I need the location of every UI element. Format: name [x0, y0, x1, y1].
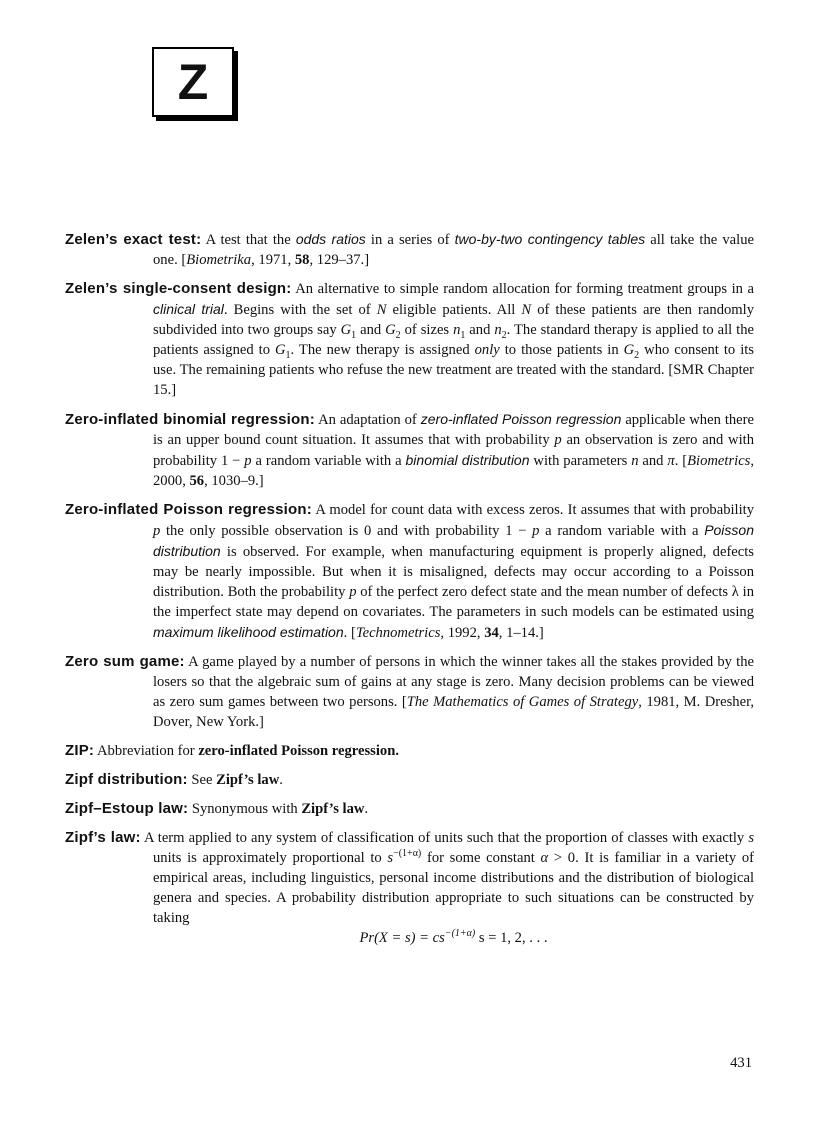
entry-term: Zipf distribution: [65, 771, 188, 788]
glossary-entries [65, 229, 754, 948]
entry-zipfs-law: Zipf’s law: A term applied to any system of classification of units such that the proportion of classes with exactly s units is approximately proportional to $s^{-(1+\alpha)}$ for some constant α > 0. It is familiar in a variety of empirical areas, including linguistics, personal income distributions and the distribution of biological genera and species. A probability distribution appropriate to such situations can be constructed by taking [65, 829, 754, 926]
entry-zero-sum-game: Zero sum game: A game played by a number of persons in which the winner takes all the stakes provided by the losers so that the algebraic sum of gains at any stage is zero. Many decision problems can be viewed as zero sum games between two persons. [The Mathematics of Games of Strategy, 1981, M. Dresher, Dover, New York.] [65, 653, 754, 730]
entry-zipf-estoup-law: Zipf–Estoup law: Synonymous with Zipf’s law. [65, 800, 369, 817]
entry-zelens-single-consent-design: Zelen’s single-consent design: An alternative to simple random allocation for forming treatment groups in a clinical trial. Begins with the set of N eligible patients. All N of these patients are then randomly subdivided into two groups say $G_1$ and $G_2$ of sizes $n_1$ and $n_2$. The standard therapy is applied to all the patients assigned to $G_1$. The new therapy is assigned only to those patients in $G_2$ who consent to its use. The remaining patients who refuse the new treatment are treated with the standard. [SMR Chapter 15.] [65, 280, 754, 398]
zipf-formula: $Pr(X = s) = cs^{-(1+\alpha)}$ s = 1, 2, . . . [359, 928, 548, 946]
entry-zelens-exact-test: Zelen’s exact test: A test that the odds ratios in a series of two-by-two contingency tables all take the value one. [Biometrika, 1971, 58, 129–37.] [65, 231, 754, 268]
entry-term: Zero-inflated binomial regression: [65, 411, 315, 428]
section-letter: Z [177, 54, 209, 110]
entry-zipf-distribution: Zipf distribution: See Zipf’s law. [65, 771, 283, 788]
entry-term: Zipf–Estoup law: [65, 800, 189, 817]
entry-term: Zero sum game: [65, 653, 185, 670]
entry-term: Zelen’s single-consent design: [65, 280, 292, 297]
page-number: 431 [730, 1055, 752, 1071]
entry-zero-inflated-poisson-regression: Zero-inflated Poisson regression: A model for count data with excess zeros. It assumes that with probability p the only possible observation is 0 and with probability 1 − p a random variable with a Poisson distribution is observed. For example, when manufacturing equipment is properly aligned, defects may be nearly impossible. But when it is misaligned, defects may occur according to a Poisson distribution. Both the probability p of the perfect zero defect state and the mean number of defects λ in the imperfect state may depend on covariates. The parameters in such models can be estimated using maximum likelihood estimation. [Technometrics, 1992, 34, 1–14.] [65, 501, 755, 641]
entry-zip: ZIP: Abbreviation for zero-inflated Poisson regression. [65, 742, 399, 759]
entry-term: Zelen’s exact test: [65, 231, 202, 248]
section-letter-box [152, 47, 234, 117]
entry-term: Zero-inflated Poisson regression: [65, 501, 312, 518]
entry-zero-inflated-binomial-regression: Zero-inflated binomial regression: An adaptation of zero-inflated Poisson regression applicable when there is an upper bound count situation. It assumes that with probability p an observation is zero and with probability 1 − p a random variable with a binomial distribution with parameters n and π. [Biometrics, 2000, 56, 1030–9.] [65, 411, 755, 489]
entry-term: Zipf’s law: [65, 829, 141, 846]
entry-term: ZIP: [65, 742, 95, 759]
